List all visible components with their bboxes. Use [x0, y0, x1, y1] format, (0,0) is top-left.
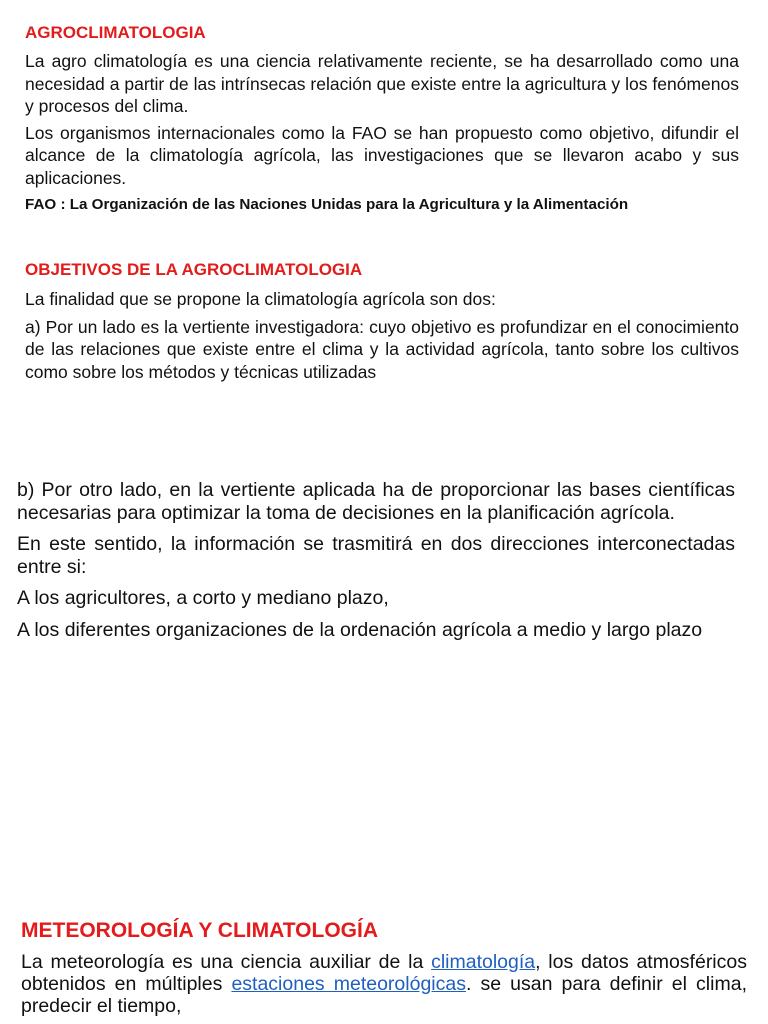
paragraph [21, 951, 747, 1017]
section-title: METEOROLOGÍA Y CLIMATOLOGÍA [21, 919, 379, 942]
paragraph: A los diferentes organizaciones de la ordenación agrícola a medio y largo plazo [17, 618, 703, 641]
section-meteorologia [21, 918, 747, 1017]
fao-note: FAO : La Organización de las Naciones Unidas para la Agricultura y la Alimentación [25, 196, 629, 213]
section-title: OBJETIVOS DE LA AGROCLIMATOLOGIA [25, 260, 363, 279]
text-run: , los datos atmosféricos obtenidos en múltiples [21, 951, 747, 995]
estaciones-meteorologicas-link[interactable]: estaciones meteorológicas [231, 973, 466, 995]
text-run: La meteorología es una ciencia auxiliar de la [21, 951, 432, 973]
section-vertiente-aplicada [17, 479, 735, 641]
section-objetivos [25, 259, 739, 383]
section-title: AGROCLIMATOLOGIA [25, 23, 206, 42]
text-run: . se usan para definir el clima, predecir el tiempo, [21, 973, 747, 1017]
paragraph: La finalidad que se propone la climatología agrícola son dos: [25, 289, 496, 309]
climatologia-link[interactable]: climatología [431, 951, 536, 973]
paragraph: En este sentido, la información se trasmitirá en dos direcciones interconectadas entre si: [17, 533, 735, 578]
paragraph: La agro climatología es una ciencia relativamente reciente, se ha desarrollado como una necesidad a partir de las intrínsecas relación que existe entre la agricultura y los fenómenos y procesos del clima. [25, 51, 739, 116]
paragraph: b) Por otro lado, en la vertiente aplicada ha de proporcionar las bases científicas necesarias para optimizar la toma de decisiones en la planificación agrícola. [17, 479, 735, 524]
paragraph: Los organismos internacionales como la FAO se han propuesto como objetivo, difundir el alcance de la climatología agrícola, las investigaciones que se llevaron acabo y sus aplicaciones. [25, 122, 739, 188]
section-agroclimatologia [25, 22, 739, 215]
paragraph: a) Por un lado es la vertiente investigadora: cuyo objetivo es profundizar en el conocimiento de las relaciones que existe entre el clima y la actividad agrícola, tanto sobre los cultivos como sobre los métodos y técnicas utilizadas [25, 316, 739, 382]
paragraph: A los agricultores, a corto y mediano plazo, [17, 587, 389, 609]
